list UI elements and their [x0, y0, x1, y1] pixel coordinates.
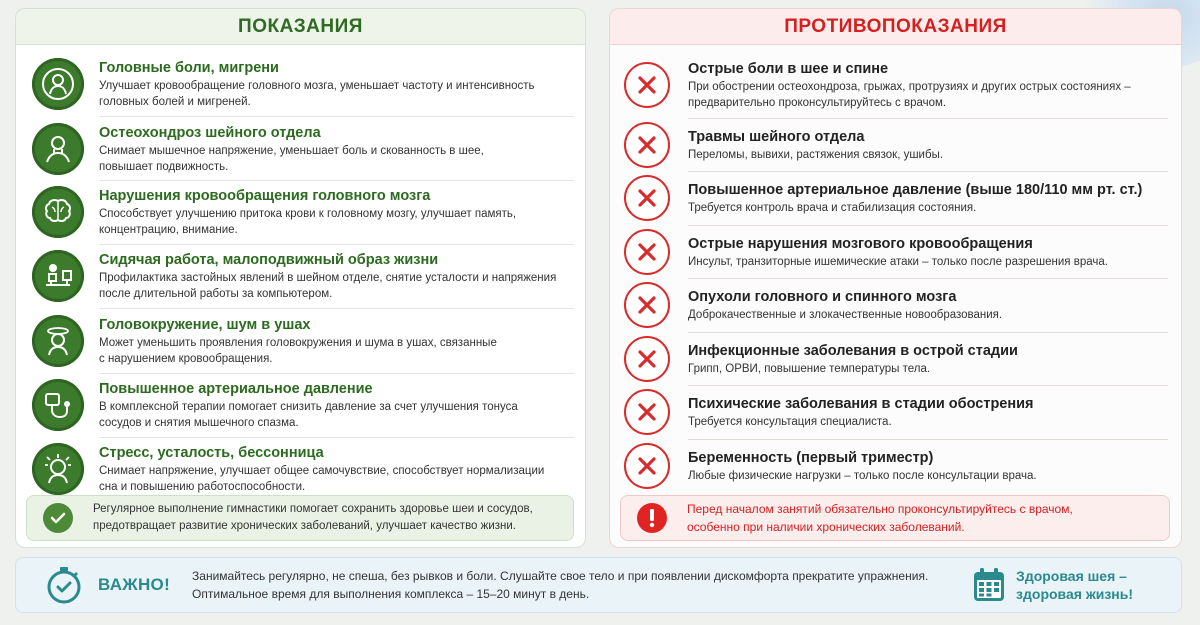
- indications-panel: [15, 8, 586, 548]
- indication-desc: Снимает напряжение, улучшает общее самочувствие, способствует нормализации: [99, 464, 545, 477]
- indication-title: Головные боли, мигрени: [99, 59, 279, 76]
- contraindication-desc: Инсульт, транзиторные ишемические атаки – только после разрешения врача.: [688, 255, 1108, 268]
- cross-icon: [624, 122, 670, 168]
- contraindication-title: Инфекционные заболевания в острой стадии: [688, 342, 1018, 359]
- indications-note: [26, 495, 574, 541]
- brain-icon: [32, 186, 84, 238]
- indication-desc: после длительной работы за компьютером.: [99, 287, 333, 300]
- contraindication-desc: Доброкачественные и злокачественные новообразования.: [688, 308, 1003, 321]
- indication-item: [32, 180, 572, 244]
- contraindication-desc: При обострении остеохондроза, грыжах, протрузиях и других острых состояниях –: [688, 80, 1131, 93]
- contraindication-desc: Любые физические нагрузки – только после консультации врача.: [688, 469, 1037, 482]
- indication-title: Остеохондроз шейного отдела: [99, 124, 321, 141]
- blood-pressure-icon: [32, 379, 84, 431]
- indications-header: ПОКАЗАНИЯ: [16, 9, 585, 45]
- indication-desc: Профилактика застойных явлений в шейном отделе, снятие усталости и напряжения: [99, 271, 557, 284]
- desk-worker-icon: [32, 250, 84, 302]
- contraindication-desc: Требуется контроль врача и стабилизация состояния.: [688, 201, 977, 214]
- indication-desc: сна и повышению работоспособности.: [99, 480, 306, 493]
- important-banner: [15, 557, 1182, 613]
- cross-icon: [624, 282, 670, 328]
- note-line: Перед началом занятий обязательно проконсультируйтесь с врачом,: [687, 502, 1073, 516]
- slogan-line: Здоровая шея –: [1016, 568, 1127, 584]
- contraindication-title: Острые боли в шее и спине: [688, 60, 889, 77]
- indication-desc: сосудов и снятия мышечного спазма.: [99, 416, 299, 429]
- indication-desc: Снимает мышечное напряжение, уменьшает боль и скованность в шее,: [99, 144, 484, 157]
- contraindication-item: [624, 119, 1168, 171]
- stopwatch-icon: [44, 565, 84, 605]
- contraindication-title: Травмы шейного отдела: [688, 128, 865, 145]
- slogan-line: здоровая жизнь!: [1016, 586, 1134, 602]
- contraindication-title: Психические заболевания в стадии обострения: [688, 395, 1034, 412]
- indication-desc: концентрацию, внимание.: [99, 223, 238, 236]
- contraindication-item: [624, 172, 1168, 224]
- indication-desc: с нарушением кровообращения.: [99, 352, 273, 365]
- note-line: Регулярное выполнение гимнастики помогает сохранить здоровье шеи и сосудов,: [93, 503, 533, 515]
- contraindications-panel: [609, 8, 1182, 548]
- checkmark-icon: [43, 503, 73, 533]
- cross-icon: [624, 229, 670, 275]
- important-text: Занимайтесь регулярно, не спеша, без рывков и боли. Слушайте свое тело и при появлении дискомфорта прекратите упражнения.: [192, 569, 929, 583]
- cross-icon: [624, 443, 670, 489]
- note-line: предотвращает развитие хронических заболеваний, улучшает качество жизни.: [93, 520, 517, 532]
- cross-icon: [624, 336, 670, 382]
- contraindications-header: ПРОТИВОПОКАЗАНИЯ: [610, 9, 1181, 45]
- contraindication-item: [624, 54, 1168, 116]
- indication-desc: В комплексной терапии помогает снизить давление за счет улучшения тонуса: [99, 400, 518, 413]
- contraindication-desc: Требуется консультация специалиста.: [688, 415, 892, 428]
- indication-item: [32, 309, 572, 373]
- indication-title: Нарушения кровообращения головного мозга: [99, 187, 431, 204]
- calendar-icon: [972, 567, 1006, 603]
- important-label: ВАЖНО!: [98, 575, 171, 594]
- indication-item: [32, 52, 572, 116]
- contraindications-note: [620, 495, 1170, 541]
- stress-icon: [32, 443, 84, 495]
- indication-desc: повышает подвижность.: [99, 160, 229, 173]
- indication-item: [32, 117, 572, 181]
- contraindication-item: [624, 386, 1168, 438]
- cross-icon: [624, 175, 670, 221]
- indication-title: Сидячая работа, малоподвижный образ жизни: [99, 251, 439, 268]
- dizziness-icon: [32, 315, 84, 367]
- indication-title: Головокружение, шум в ушах: [99, 316, 311, 333]
- contraindication-title: Беременность (первый триместр): [688, 449, 934, 466]
- contraindication-item: [624, 226, 1168, 278]
- important-text: Оптимальное время для выполнения комплекса – 15–20 минут в день.: [192, 587, 590, 601]
- contraindication-item: [624, 440, 1168, 492]
- contraindication-item: [624, 279, 1168, 331]
- contraindication-desc: предварительно проконсультируйтесь с врачом.: [688, 96, 947, 109]
- indication-item: [32, 373, 572, 437]
- head-icon: [32, 58, 84, 110]
- contraindication-title: Опухоли головного и спинного мозга: [688, 288, 957, 305]
- indication-desc: Способствует улучшению притока крови к головному мозгу, улучшает память,: [99, 207, 517, 220]
- indication-title: Стресс, усталость, бессонница: [99, 444, 324, 461]
- cross-icon: [624, 62, 670, 108]
- indication-item: [32, 244, 572, 308]
- contraindication-title: Острые нарушения мозгового кровообращения: [688, 235, 1033, 252]
- exclamation-icon: [637, 503, 667, 533]
- indication-desc: головных болей и мигреней.: [99, 95, 251, 108]
- indication-title: Повышенное артериальное давление: [99, 380, 373, 397]
- contraindication-desc: Переломы, вывихи, растяжения связок, ушибы.: [688, 148, 944, 161]
- indication-desc: Улучшает кровообращение головного мозга, уменьшает частоту и интенсивность: [99, 79, 535, 92]
- cross-icon: [624, 389, 670, 435]
- note-line: особенно при наличии хронических заболеваний.: [687, 520, 965, 534]
- contraindication-item: [624, 333, 1168, 385]
- indication-desc: Может уменьшить проявления головокружения и шума в ушах, связанные: [99, 336, 497, 349]
- contraindication-desc: Грипп, ОРВИ, повышение температуры тела.: [688, 362, 931, 375]
- indication-item: [32, 437, 572, 501]
- neck-icon: [32, 123, 84, 175]
- contraindication-title: Повышенное артериальное давление (выше 180/110 мм рт. ст.): [688, 181, 1143, 198]
